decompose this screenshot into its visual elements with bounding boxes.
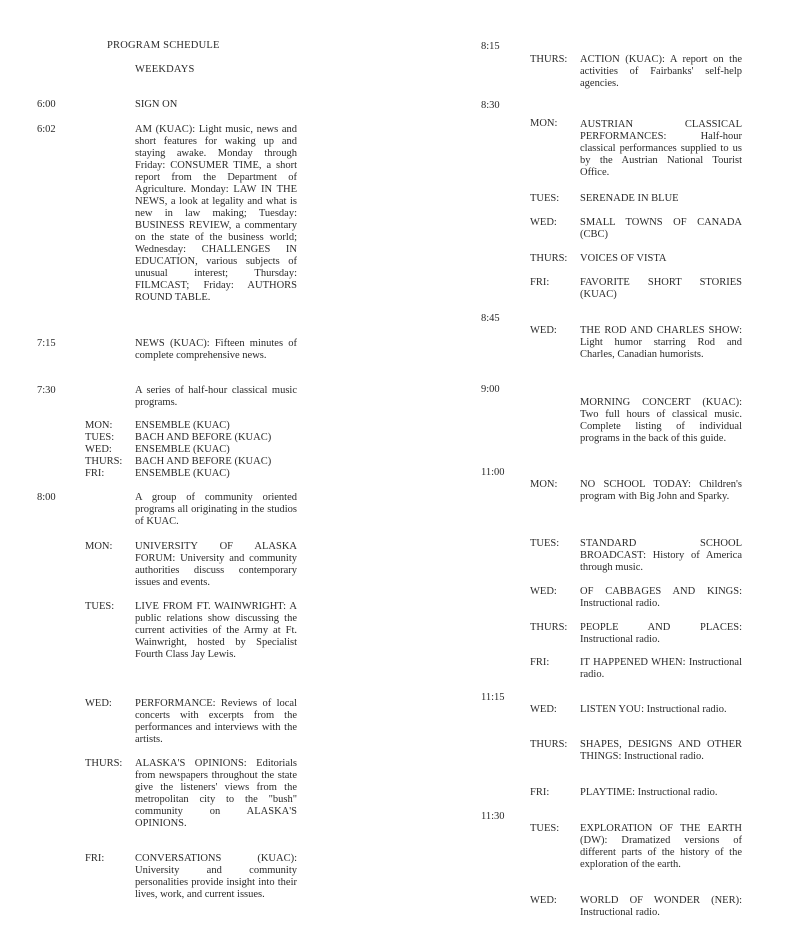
program-desc: AM (KUAC): Light music, news and short features for waking up and staying awake. Monday through Friday: CONSUMER TIME, a short report from the Department of Agriculture. Monday: LAW IN THE NEWS, a look at legality and what is new in law making; Tuesday: BUSINESS REVIEW, a commentary on the state of the business world; Wednesday: CHALLENGES IN EDUCATION, various subjects of unusual interest; Thursday: FILMCAST; Friday: AUTHORS ROUND TABLE. <box>135 124 297 303</box>
page-subtitle: WEEKDAYS <box>135 64 195 75</box>
weekday-label: THURS: <box>530 622 568 633</box>
program-title: ENSEMBLE (KUAC) <box>135 420 230 431</box>
program-desc: WORLD OF WONDER (NER): Instructional radio. <box>580 895 742 918</box>
program-desc: STANDARD SCHOOL BROADCAST: History of America through music. <box>580 538 742 573</box>
weekday-label: FRI: <box>530 787 550 798</box>
program-desc: PLAYTIME: Instructional radio. <box>580 787 718 798</box>
program-desc: FAVORITE SHORT STORIES (KUAC) <box>580 277 742 300</box>
time-slot: 11:30 <box>481 811 505 822</box>
weekday-label: FRI: <box>85 853 105 864</box>
program-desc: ACTION (KUAC): A report on the activities of Fairbanks' self-help agencies. <box>580 54 742 89</box>
weekday-label: WED: <box>85 698 112 709</box>
program-title: BACH AND BEFORE (KUAC) <box>135 432 272 443</box>
program-desc: SMALL TOWNS OF CANADA (CBC) <box>580 217 742 240</box>
program-desc: A series of half-hour classical music programs. <box>135 385 297 408</box>
program-desc: SERENADE IN BLUE <box>580 193 679 204</box>
weekday-label: WED: <box>530 704 557 715</box>
program-desc: CONVERSATIONS (KUAC): University and community personalities provide insight into their lives, work, and current issues. <box>135 853 297 900</box>
weekday-label: TUES: <box>85 601 115 612</box>
weekday-label: WED: <box>530 895 557 906</box>
time-slot: 6:02 <box>37 124 56 135</box>
program-desc: UNIVERSITY OF ALASKA FORUM: University and community authorities discuss contemporary issues and events. <box>135 541 297 588</box>
program-desc: LIVE FROM FT. WAINWRIGHT: A public relations show discussing the current activities of the Army at Ft. Wainwright, hosted by Specialist Fourth Class Jay Lewis. <box>135 601 297 660</box>
program-desc: A group of community oriented programs all originating in the studios of KUAC. <box>135 492 297 527</box>
weekday-label: WED: <box>530 217 557 228</box>
time-slot: 8:15 <box>481 41 500 52</box>
program-desc: THE ROD AND CHARLES SHOW: Light humor starring Rod and Charles, Canadian humorists. <box>580 325 742 360</box>
program-desc: LISTEN YOU: Instructional radio. <box>580 704 727 715</box>
weekday-label: MON: <box>530 118 558 129</box>
program-desc: NO SCHOOL TODAY: Children's program with Big John and Sparky. <box>580 479 742 502</box>
weekday-label: TUES: <box>85 432 115 443</box>
weekday-label: WED: <box>530 586 557 597</box>
weekday-label: MON: <box>530 479 558 490</box>
program-desc: OF CABBAGES AND KINGS: Instructional radio. <box>580 586 742 609</box>
program-desc: MORNING CONCERT (KUAC): Two full hours of classical music. Complete listing of individual programs in the back of this guide. <box>580 397 742 444</box>
time-slot: 11:15 <box>481 692 505 703</box>
time-slot: 11:00 <box>481 467 505 478</box>
time-slot: 7:30 <box>37 385 56 396</box>
time-slot: 7:15 <box>37 338 56 349</box>
weekday-label: MON: <box>85 420 113 431</box>
weekday-label: TUES: <box>530 193 560 204</box>
weekday-label: TUES: <box>530 538 560 549</box>
time-slot: 8:45 <box>481 313 500 324</box>
weekday-label: WED: <box>85 444 112 455</box>
time-slot: 6:00 <box>37 99 56 110</box>
time-slot: 8:30 <box>481 100 500 111</box>
weekday-label: WED: <box>530 325 557 336</box>
program-desc: PEOPLE AND PLACES: Instructional radio. <box>580 622 742 645</box>
page-title: PROGRAM SCHEDULE <box>107 40 220 51</box>
weekday-label: MON: <box>85 541 113 552</box>
weekday-label: FRI: <box>530 277 550 288</box>
time-slot: 9:00 <box>481 384 500 395</box>
weekday-label: FRI: <box>85 468 105 479</box>
program-desc: PERFORMANCE: Reviews of local concerts with excerpts from the performances and interviews with the artists. <box>135 698 297 745</box>
program-title: ENSEMBLE (KUAC) <box>135 444 230 455</box>
weekday-label: THURS: <box>530 54 568 65</box>
program-title: BACH AND BEFORE (KUAC) <box>135 456 272 467</box>
program-desc: VOICES OF VISTA <box>580 253 667 264</box>
program-desc: ALASKA'S OPINIONS: Editorials from newspapers throughout the state give the listeners' views from the metropolitan city to the "bush" community on ALASKA'S OPINIONS. <box>135 758 297 829</box>
weekday-label: THURS: <box>85 456 123 467</box>
program-desc: NEWS (KUAC): Fifteen minutes of complete comprehensive news. <box>135 338 297 361</box>
time-slot: 8:00 <box>37 492 56 503</box>
weekday-label: THURS: <box>85 758 123 769</box>
weekday-label: TUES: <box>530 823 560 834</box>
weekday-label: THURS: <box>530 739 568 750</box>
program-desc: IT HAPPENED WHEN: Instructional radio. <box>580 657 742 680</box>
weekday-label: FRI: <box>530 657 550 668</box>
program-desc: SIGN ON <box>135 99 178 110</box>
program-desc: SHAPES, DESIGNS AND OTHER THINGS: Instructional radio. <box>580 739 742 762</box>
weekday-label: THURS: <box>530 253 568 264</box>
program-desc: EXPLORATION OF THE EARTH (DW): Dramatized versions of different parts of the history of the exploration of the earth. <box>580 823 742 870</box>
program-title: ENSEMBLE (KUAC) <box>135 468 230 479</box>
program-desc: AUSTRIAN CLASSICAL PERFORMANCES: Half-hour classical performances supplied to us by the Austrian National Tourist Office. <box>580 119 742 178</box>
